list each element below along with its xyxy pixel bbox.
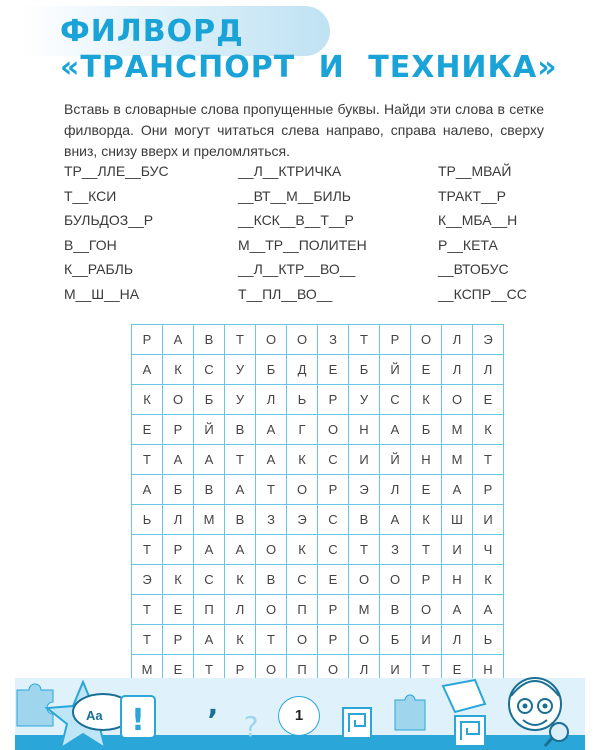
puzzle-piece-icon-2	[395, 695, 425, 730]
grid-cell[interactable]: З	[318, 325, 349, 355]
grid-cell[interactable]: Ч	[473, 535, 504, 565]
grid-cell[interactable]: Л	[225, 595, 256, 625]
boy-magnifier-icon	[509, 678, 568, 746]
grid-cell[interactable]: Б	[194, 385, 225, 415]
grid-cell[interactable]: Е	[318, 355, 349, 385]
grid-cell[interactable]: Н	[349, 415, 380, 445]
grid-cell[interactable]: К	[287, 445, 318, 475]
grid-cell[interactable]: П	[287, 595, 318, 625]
grid-cell[interactable]: А	[442, 595, 473, 625]
grid-cell[interactable]: Л	[349, 655, 380, 685]
grid-cell[interactable]: Ш	[442, 505, 473, 535]
grid-row	[132, 385, 504, 415]
grid-cell[interactable]: В	[194, 475, 225, 505]
grid-cell[interactable]: Т	[225, 325, 256, 355]
spiral-box-2	[455, 716, 485, 746]
grid-cell[interactable]: А	[473, 595, 504, 625]
grid-cell[interactable]: Г	[287, 415, 318, 445]
grid-cell[interactable]: А	[163, 445, 194, 475]
grid-cell[interactable]: М	[442, 415, 473, 445]
grid-cell[interactable]: К	[225, 625, 256, 655]
grid-cell[interactable]: А	[225, 535, 256, 565]
grid-cell[interactable]: О	[349, 565, 380, 595]
grid-row	[132, 625, 504, 655]
grid-cell[interactable]: Е	[318, 565, 349, 595]
grid-row	[132, 535, 504, 565]
grid-cell[interactable]: А	[194, 535, 225, 565]
grid-cell[interactable]: Н	[411, 445, 442, 475]
grid-cell[interactable]: Т	[473, 445, 504, 475]
grid-row	[132, 445, 504, 475]
grid-cell[interactable]: З	[256, 505, 287, 535]
instructions-text: Вставь в словарные слова пропущенные буквы. Найди эти слова в сетке филворда. Они могут читаться слева направо, справа налево, сверху вниз, снизу вверх и преломляться.	[64, 101, 544, 159]
grid-cell[interactable]: О	[380, 565, 411, 595]
grid-cell[interactable]: А	[132, 475, 163, 505]
grid-cell[interactable]: Л	[442, 625, 473, 655]
grid-cell[interactable]: Е	[411, 475, 442, 505]
grid-cell[interactable]: Р	[318, 385, 349, 415]
grid-cell[interactable]: Т	[225, 445, 256, 475]
grid-cell[interactable]: Т	[411, 535, 442, 565]
grid-cell[interactable]: Л	[442, 325, 473, 355]
word-entry: К__РАБЛЬ	[64, 261, 134, 277]
grid-cell[interactable]: К	[132, 385, 163, 415]
badge-label: Aa	[86, 708, 103, 723]
grid-cell[interactable]: О	[256, 595, 287, 625]
grid-cell[interactable]: Э	[349, 475, 380, 505]
word-entry: __КСК__В__Т__Р	[238, 212, 354, 228]
grid-cell[interactable]: Э	[132, 565, 163, 595]
page-title: ФИЛВОРД	[60, 14, 244, 49]
grid-cell[interactable]: К	[287, 535, 318, 565]
grid-cell[interactable]: А	[194, 445, 225, 475]
grid-cell[interactable]: Н	[442, 565, 473, 595]
grid-cell[interactable]: Т	[132, 595, 163, 625]
grid-cell[interactable]: Т	[132, 625, 163, 655]
grid-cell[interactable]: К	[411, 505, 442, 535]
grid-cell[interactable]: И	[349, 445, 380, 475]
grid-cell[interactable]: Р	[318, 595, 349, 625]
grid-cell[interactable]: Р	[163, 535, 194, 565]
grid-cell[interactable]: А	[132, 355, 163, 385]
grid-cell[interactable]: К	[163, 355, 194, 385]
grid-cell[interactable]: С	[318, 445, 349, 475]
grid-cell[interactable]: Й	[380, 445, 411, 475]
grid-cell[interactable]: О	[287, 625, 318, 655]
grid-cell[interactable]: Э	[287, 505, 318, 535]
grid-cell[interactable]: М	[132, 655, 163, 685]
grid-cell[interactable]: В	[349, 505, 380, 535]
grid-cell[interactable]: К	[473, 565, 504, 595]
grid-row	[132, 595, 504, 625]
grid-cell[interactable]: М	[442, 445, 473, 475]
word-entry: К__МБА__Н	[438, 212, 518, 228]
grid-cell[interactable]: О	[318, 655, 349, 685]
grid-cell[interactable]: Е	[473, 385, 504, 415]
exclamation-mark: !	[131, 703, 145, 738]
comma-mark: ,	[207, 688, 219, 721]
grid-row	[132, 415, 504, 445]
grid-cell[interactable]: П	[287, 655, 318, 685]
grid-cell[interactable]: И	[380, 655, 411, 685]
grid-cell[interactable]: С	[380, 385, 411, 415]
grid-cell[interactable]: Р	[411, 565, 442, 595]
grid-cell[interactable]: В	[380, 595, 411, 625]
grid-cell[interactable]: Л	[256, 385, 287, 415]
grid-cell[interactable]: Ь	[287, 385, 318, 415]
grid-cell[interactable]: Б	[163, 475, 194, 505]
grid-cell[interactable]: Л	[163, 505, 194, 535]
grid-cell[interactable]: Т	[349, 325, 380, 355]
grid-cell[interactable]: В	[225, 415, 256, 445]
word-entry: ТР__МВАЙ	[438, 163, 512, 179]
grid-cell[interactable]: Р	[163, 625, 194, 655]
grid-cell[interactable]: Р	[132, 325, 163, 355]
grid-cell[interactable]: Т	[349, 535, 380, 565]
grid-cell[interactable]: В	[194, 325, 225, 355]
grid-cell[interactable]: И	[411, 625, 442, 655]
grid-cell[interactable]: Л	[473, 355, 504, 385]
grid-cell[interactable]: Р	[163, 415, 194, 445]
grid-cell[interactable]: У	[349, 385, 380, 415]
grid-row	[132, 475, 504, 505]
grid-cell[interactable]: А	[163, 325, 194, 355]
grid-cell[interactable]: О	[411, 325, 442, 355]
grid-cell[interactable]: Е	[163, 655, 194, 685]
word-entry: М__ТР__ПОЛИТЕН	[238, 236, 367, 253]
grid-cell[interactable]: О	[442, 385, 473, 415]
word-entry: ТРАКТ__Р	[438, 187, 506, 204]
grid-cell[interactable]: З	[380, 535, 411, 565]
grid-cell[interactable]: И	[442, 535, 473, 565]
grid-cell[interactable]: Т	[132, 535, 163, 565]
grid-cell[interactable]: О	[318, 415, 349, 445]
grid-cell[interactable]: Л	[442, 355, 473, 385]
grid-cell[interactable]: И	[473, 505, 504, 535]
grid-cell[interactable]: М	[194, 505, 225, 535]
word-entry: БУЛЬДОЗ__Р	[64, 212, 154, 228]
word-entry: ТР__ЛЛЕ__БУС	[64, 163, 169, 179]
page-number: 1	[278, 696, 320, 736]
grid-cell[interactable]: Р	[225, 655, 256, 685]
grid-cell[interactable]: С	[194, 355, 225, 385]
grid-cell[interactable]: О	[163, 385, 194, 415]
grid-cell[interactable]: С	[318, 535, 349, 565]
grid-cell[interactable]: О	[256, 325, 287, 355]
grid-cell[interactable]: Э	[473, 325, 504, 355]
word-entry: __Л__КТРИЧКА	[238, 163, 342, 179]
grid-cell[interactable]: Р	[380, 325, 411, 355]
grid-cell[interactable]: В	[225, 505, 256, 535]
grid-cell[interactable]: Р	[318, 625, 349, 655]
grid-row	[132, 565, 504, 595]
spiral-box	[343, 708, 371, 738]
grid-cell[interactable]: Д	[287, 355, 318, 385]
grid-cell[interactable]: О	[256, 655, 287, 685]
grid-cell[interactable]: О	[256, 535, 287, 565]
grid-cell[interactable]: А	[380, 505, 411, 535]
grid-cell[interactable]: Б	[411, 415, 442, 445]
grid-cell[interactable]: Ь	[473, 625, 504, 655]
fillword-grid	[131, 324, 504, 685]
grid-cell[interactable]: О	[287, 325, 318, 355]
grid-cell[interactable]: Б	[256, 355, 287, 385]
grid-cell[interactable]: Е	[132, 415, 163, 445]
word-entry: __ВТ__М__БИЛЬ	[238, 187, 351, 204]
grid-cell[interactable]: У	[225, 385, 256, 415]
grid-cell[interactable]: К	[163, 565, 194, 595]
grid-cell[interactable]: С	[318, 505, 349, 535]
grid-cell[interactable]: А	[194, 625, 225, 655]
grid-cell[interactable]: Л	[380, 475, 411, 505]
grid-cell[interactable]: К	[225, 565, 256, 595]
grid-cell[interactable]: В	[256, 565, 287, 595]
grid-cell[interactable]: Й	[194, 415, 225, 445]
grid-cell[interactable]: О	[411, 595, 442, 625]
word-entry: Р__КЕТА	[438, 236, 498, 253]
page-subtitle: «ТРАНСПОРТ И ТЕХНИКА»	[60, 50, 558, 85]
arrow-shape	[443, 680, 485, 712]
grid-row	[132, 505, 504, 535]
grid-cell[interactable]: Т	[411, 655, 442, 685]
grid-cell[interactable]: Е	[411, 355, 442, 385]
grid-cell[interactable]: О	[349, 625, 380, 655]
grid-cell[interactable]: П	[194, 595, 225, 625]
word-entry: Т__ПЛ__ВО__	[238, 285, 333, 302]
grid-cell[interactable]: О	[287, 475, 318, 505]
grid-cell[interactable]: Т	[256, 625, 287, 655]
grid-cell[interactable]: Т	[256, 475, 287, 505]
grid-cell[interactable]: Н	[473, 655, 504, 685]
grid-cell[interactable]: Т	[194, 655, 225, 685]
grid-cell[interactable]: К	[473, 415, 504, 445]
grid-cell[interactable]: Р	[318, 475, 349, 505]
grid-cell[interactable]: А	[380, 415, 411, 445]
grid-cell[interactable]: Ь	[132, 505, 163, 535]
grid-cell[interactable]: Й	[380, 355, 411, 385]
grid-cell[interactable]: С	[194, 565, 225, 595]
word-entry: М__Ш__НА	[64, 285, 140, 302]
word-entry: В__ГОН	[64, 236, 117, 253]
grid-cell[interactable]: У	[225, 355, 256, 385]
grid-cell[interactable]: К	[411, 385, 442, 415]
word-entry: __ВТОБУС	[438, 261, 509, 277]
grid-row	[132, 325, 504, 355]
grid-cell[interactable]: Б	[380, 625, 411, 655]
grid-cell[interactable]: Т	[132, 445, 163, 475]
grid-cell[interactable]: А	[225, 475, 256, 505]
word-entry: Т__КСИ	[64, 187, 117, 204]
grid-cell[interactable]: А	[256, 415, 287, 445]
grid-cell[interactable]: Б	[349, 355, 380, 385]
grid-row	[132, 355, 504, 385]
word-entry: __Л__КТР__ВО__	[238, 261, 356, 277]
grid-cell[interactable]: А	[442, 475, 473, 505]
grid-cell[interactable]: М	[349, 595, 380, 625]
grid-cell[interactable]: А	[256, 445, 287, 475]
puzzle-piece-icon	[17, 684, 53, 726]
question-mark: ?	[243, 710, 259, 743]
grid-cell[interactable]: Р	[473, 475, 504, 505]
grid-cell[interactable]: Е	[442, 655, 473, 685]
grid-cell[interactable]: Е	[163, 595, 194, 625]
grid-cell[interactable]: С	[287, 565, 318, 595]
word-entry: __КСПР__СС	[438, 285, 527, 302]
